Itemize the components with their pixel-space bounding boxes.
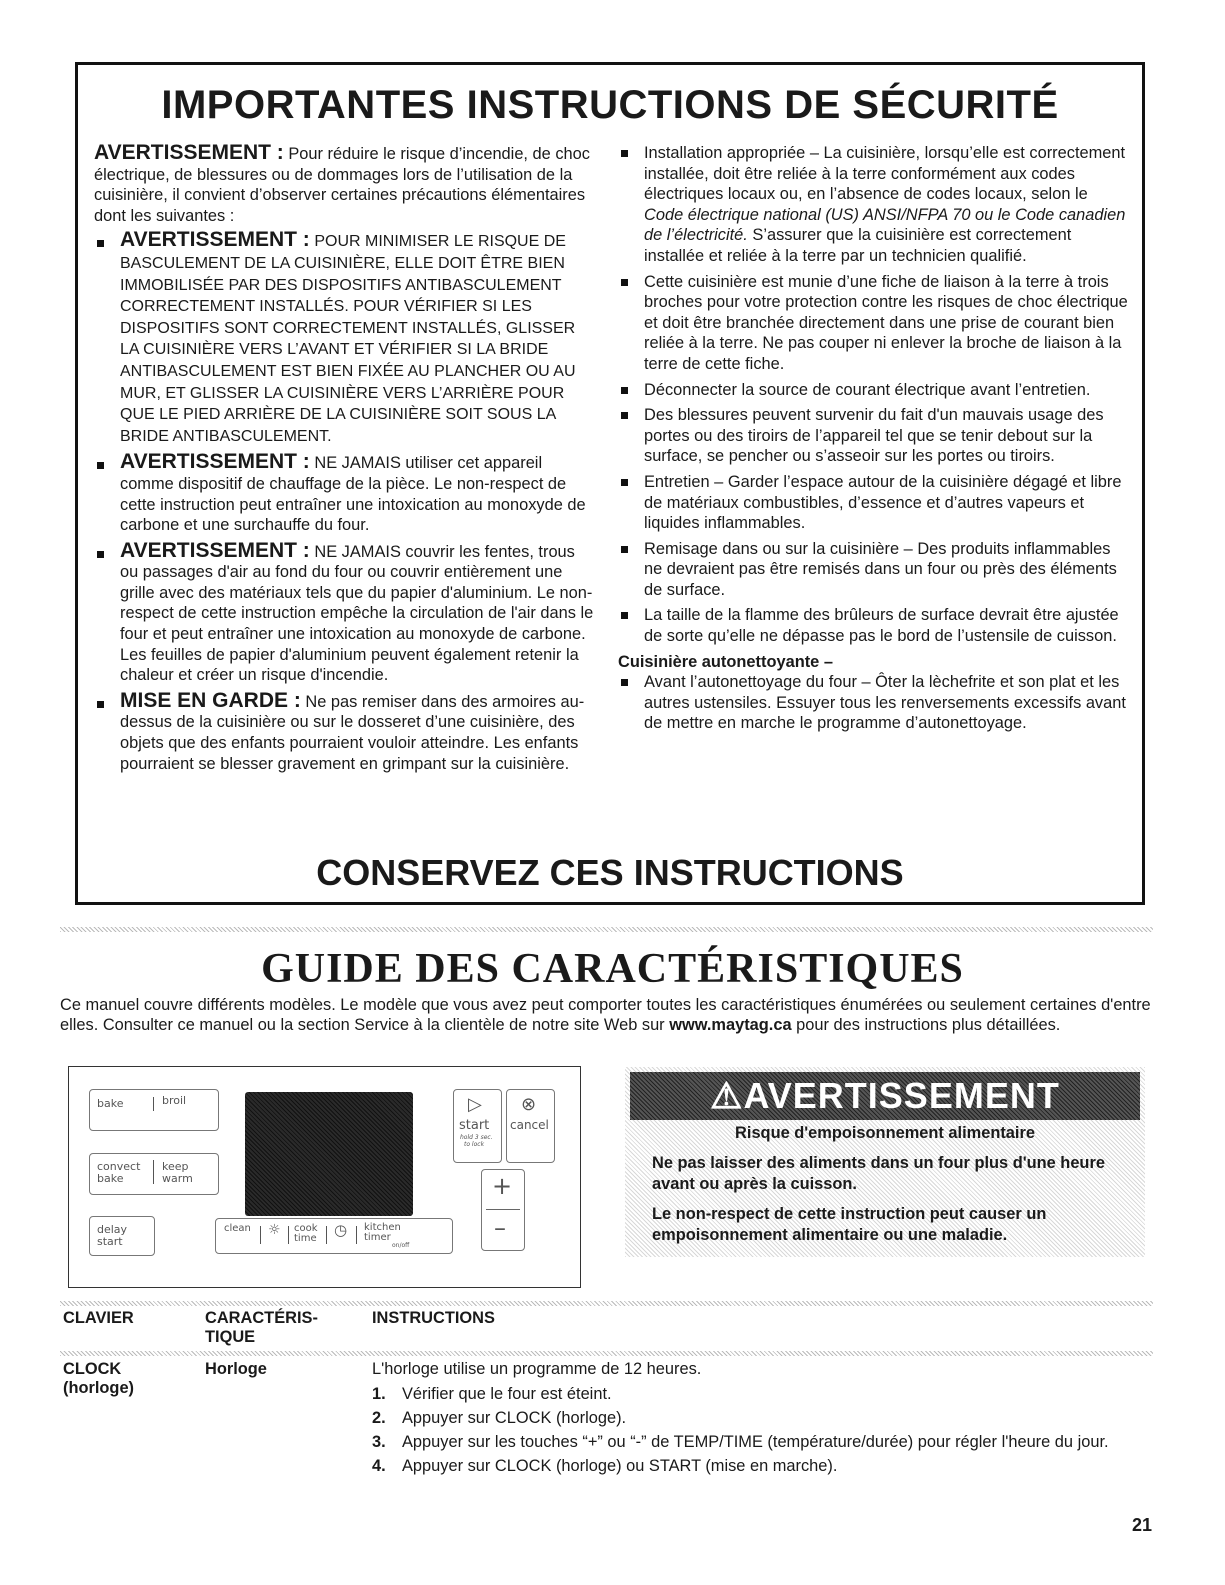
clock-clean-timer-keys: clean ☼ cook time ◷ kitchen timer on/off xyxy=(215,1218,453,1254)
safety-item-installation: Installation appropriée – La cuisinière, lorsqu’elle est correctement installée, doit être reliée à la terre conformément aux codes électriques locaux ou, en l’absence de codes locaux, selon le Code électrique national (US) ANSI/NFPA 70 ou le Code canadien de l’électricité. S’assurer que la cuisinière est correctement installée et reliée à la terre par un technicien qualifié. xyxy=(618,143,1128,267)
guide-title: GUIDE DES CARACTÉRISTIQUES xyxy=(261,946,964,992)
row-feature-clock: Horloge xyxy=(205,1360,267,1378)
guide-intro: Ce manuel couvre différents modèles. Le modèle que vous avez peut comporter toutes les caractéristiques énumérées ou seulement certaines d'entre elles. Consulter ce manuel ou la section Service à la clientèle de notre site Web sur www.maytag.ca pour des instructions plus détaillées. xyxy=(60,996,1151,1034)
warning-line-1: Ne pas laisser des aliments dans un four plus d'une heure avant ou après la cuisson. xyxy=(652,1154,1105,1193)
column-header-keypad: CLAVIER xyxy=(63,1309,134,1327)
play-icon: ▷ xyxy=(468,1094,482,1115)
list-item: 1. Vérifier que le four est éteint. xyxy=(372,1385,612,1403)
safety-title: IMPORTANTES INSTRUCTIONS DE SÉCURITÉ xyxy=(161,83,1059,127)
divider xyxy=(60,927,1153,932)
safety-right-column xyxy=(618,143,1128,739)
food-poisoning-warning xyxy=(625,1067,1145,1257)
clock-steps xyxy=(372,1385,1142,1481)
safety-intro: AVERTISSEMENT : Pour réduire le risque d’incendie, de choc électrique, de blessures ou de dommages lors de l’utilisation de la cuisinière, il convient d’observer certaines précautions élémentaires dont les suivantes : xyxy=(94,141,590,225)
warning-banner: ⚠AVERTISSEMENT xyxy=(630,1072,1140,1120)
safety-item-storage-caution: MISE EN GARDE : Ne pas remiser dans des armoires au-dessus de la cuisinière ou sur le dosseret d’une cuisinière, des objets que des enfants pourraient vouloir atteindre. Les enfants pourraient se blesser gravement en grimpant sur la cuisinière. xyxy=(94,691,594,774)
row-intro: L'horloge utilise un programme de 12 heures. xyxy=(372,1360,702,1378)
column-header-instructions: INSTRUCTIONS xyxy=(372,1309,495,1327)
website-link[interactable]: www.maytag.ca xyxy=(669,1016,792,1034)
safety-instructions-box xyxy=(75,62,1145,905)
row-key-clock: CLOCK (horloge) xyxy=(63,1360,135,1397)
light-icon: ☼ xyxy=(268,1222,281,1238)
panel-display xyxy=(245,1092,413,1216)
divider xyxy=(60,1351,1153,1356)
cancel-key: ⊗ cancel xyxy=(506,1089,555,1163)
safety-item-heating: AVERTISSEMENT : NE JAMAIS utiliser cet appareil comme dispositif de chauffage de la pièce. Le non-respect de cette instruction peut entraîner une intoxication au monoxyde de carbone et une surchauffe du four. xyxy=(94,452,594,535)
plus-minus-keys: + – xyxy=(481,1169,525,1251)
safety-item-flame: La taille de la flamme des brûleurs de surface devrait être ajustée de sorte qu’elle ne dépasse pas le bord de l’ustensile de cuisson. xyxy=(618,605,1128,646)
control-panel-illustration xyxy=(68,1066,581,1288)
clock-icon: ◷ xyxy=(334,1221,348,1239)
safety-item-doors: Des blessures peuvent survenir du fait d'un mauvais usage des portes ou des tiroirs de l’appareil tel que se tenir debout sur la surface, se pencher ou s’asseoir sur les portes ou tiroirs. xyxy=(618,405,1128,467)
self-clean-subhead: Cuisinière autonettoyante – xyxy=(618,652,833,671)
list-item: 2. Appuyer sur CLOCK (horloge). xyxy=(372,1409,627,1427)
warning-heading: Risque d'empoisonnement alimentaire xyxy=(735,1124,1035,1142)
cancel-icon: ⊗ xyxy=(521,1094,537,1115)
safety-left-column xyxy=(94,143,594,779)
safety-item-grounding-plug: Cette cuisinière est munie d’une fiche de liaison à la terre à trois broches pour votre protection contre les risques de choc électrique et doit être branchée directement dans une prise de courant bien reliée à la terre. Ne pas couper ni enlever la broche de liaison à la terre de cette fiche. xyxy=(618,272,1128,375)
safety-item-maintenance: Entretien – Garder l’espace autour de la cuisinière dégagé et libre de matériaux combustibles, d’essence et d’autres vapeurs et liquides inflammables. xyxy=(618,472,1128,534)
safety-item-anti-tip: AVERTISSEMENT : POUR MINIMISER LE RISQUE DE BASCULEMENT DE LA CUISINIÈRE, ELLE DOIT ÊTRE BIEN IMMOBILISÉE PAR DES DISPOSITIFS ANTIBASCULEMENT CORRECTEMENT INSTALLÉS. POUR VÉRIFIER SI LES DISPOSITIFS SONT CORRECTEMENT INSTALLÉS, GLISSER LA CUISINIÈRE VERS L’AVANT ET VÉRIFIER SI LA BRIDE ANTIBASCULEMENT EST BIEN FIXÉE AU PLANCHER OU AU MUR, ET GLISSER LA CUISINIÈRE VERS L’ARRIÈRE POUR QUE LE PIED ARRIÈRE DE LA CUISINIÈRE SOIT SOUS LA BRIDE ANTIBASCULEMENT. xyxy=(94,230,594,447)
warning-line-2: Le non-respect de cette instruction peut causer un empoisonnement alimentaire ou une maladie. xyxy=(652,1205,1047,1244)
start-key: ▷ start hold 3 sec. to lock xyxy=(453,1089,502,1163)
warning-triangle-icon: ⚠ xyxy=(710,1075,744,1116)
divider xyxy=(60,1301,1153,1306)
list-item: 3. Appuyer sur les touches “+” ou “-” de TEMP/TIME (température/durée) pour régler l'heure du jour. xyxy=(372,1433,1109,1451)
bake-broil-key: bake broil xyxy=(89,1089,219,1131)
convect-keepwarm-key: convect bake keep warm xyxy=(89,1153,219,1195)
column-header-feature: CARACTÉRIS- TIQUE xyxy=(205,1309,318,1346)
safety-item-vents: AVERTISSEMENT : NE JAMAIS couvrir les fentes, trous ou passages d'air au fond du four ou couvrir entièrement une grille avec des matériaux tels que du papier d'aluminium. Le non-respect de cette instruction empêche la circulation de l'air dans le four et peut entraîner une intoxication au monoxyde de carbone. Les feuilles de papier d'aluminium peuvent également retenir la chaleur et créer un risque d'incendie. xyxy=(94,541,594,686)
delay-start-key: delay start xyxy=(89,1216,155,1256)
list-item: 4. Appuyer sur CLOCK (horloge) ou START (mise en marche). xyxy=(372,1457,838,1475)
keep-instructions-title: CONSERVEZ CES INSTRUCTIONS xyxy=(316,852,904,893)
page-number: 21 xyxy=(1131,1515,1152,1535)
safety-item-self-clean: Avant l’autonettoyage du four – Ôter la lèchefrite et son plat et les autres ustensiles. Essuyer tous les renversements excessifs avant de mettre en marche le programme d’autonettoyage. xyxy=(618,672,1128,734)
safety-item-storage: Remisage dans ou sur la cuisinière – Des produits inflammables ne devraient pas être remisés dans un four ou près des éléments de surface. xyxy=(618,539,1128,601)
safety-item-disconnect: Déconnecter la source de courant électrique avant l’entretien. xyxy=(618,380,1128,401)
